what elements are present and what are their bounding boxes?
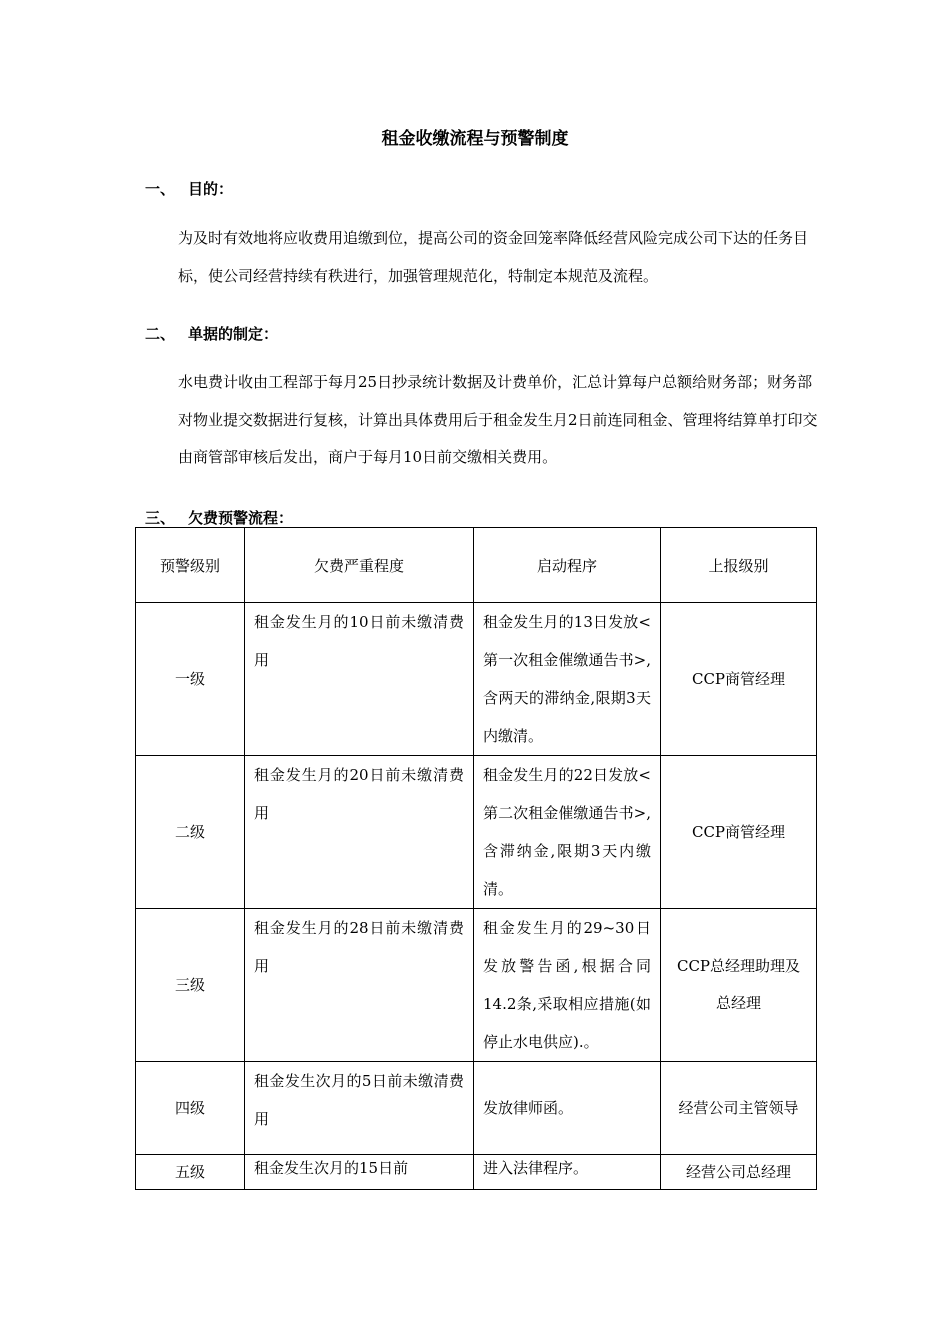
document-title: 租金收缴流程与预警制度 <box>381 129 569 149</box>
warning-table <box>135 527 817 1190</box>
section-number: 一、 <box>145 180 176 198</box>
table-row <box>136 756 817 909</box>
header-level: 预警级别 <box>136 528 245 603</box>
report-cell: CCP商管经理 <box>661 756 817 909</box>
severity-cell: 租金发生次月的5日前未缴清费用 <box>245 1062 474 1155</box>
header-procedure: 启动程序 <box>474 528 661 603</box>
severity-cell: 租金发生月的10日前未缴清费用 <box>245 603 474 756</box>
level-cell: 四级 <box>136 1062 245 1155</box>
purpose-paragraph: 为及时有效地将应收费用追缴到位，提高公司的资金回笼率降低经营风险完成公司下达的任务目标，使公司经营持续有秩进行，加强管理规范化，特制定本规范及流程。 <box>178 229 809 285</box>
report-cell: CCP总经理助理及总经理 <box>661 909 817 1062</box>
header-severity: 欠费严重程度 <box>245 528 474 603</box>
table-row <box>136 909 817 1062</box>
severity-cell: 租金发生月的20日前未缴清费用 <box>245 756 474 909</box>
level-cell: 五级 <box>136 1155 245 1190</box>
section-title: 目的： <box>188 180 234 198</box>
section-number: 二、 <box>145 325 176 343</box>
level-cell: 三级 <box>136 909 245 1062</box>
procedure-cell: 租金发生月的13日发放<第一次租金催缴通告书>,含两天的滞纳金,限期3天内缴清。 <box>474 603 661 756</box>
procedure-cell: 进入法律程序。 <box>474 1155 661 1190</box>
table-header-row <box>136 528 817 603</box>
report-cell: CCP商管经理 <box>661 603 817 756</box>
report-cell: 经营公司主管领导 <box>661 1062 817 1155</box>
documents-paragraph: 水电费计收由工程部于每月25日抄录统计数据及计费单价，汇总计算每户总额给财务部；财务部对物业提交数据进行复核，计算出具体费用后于租金发生月2日前连同租金、管理将结算单打印交由商管部审核后发出，商户于每月10日前交缴相关费用。 <box>178 373 818 466</box>
section-title: 欠费预警流程： <box>188 509 294 527</box>
section-number: 三、 <box>145 509 176 527</box>
procedure-cell: 租金发生月的29~30日发放警告函,根据合同14.2条,采取相应措施(如停止水电供应).。 <box>474 909 661 1062</box>
header-report: 上报级别 <box>661 528 817 603</box>
severity-cell: 租金发生次月的15日前 <box>245 1155 474 1190</box>
procedure-cell: 租金发生月的22日发放<第二次租金催缴通告书>,含滞纳金,限期3天内缴清。 <box>474 756 661 909</box>
table-row <box>136 1155 817 1190</box>
section-heading-purpose <box>145 178 233 199</box>
table-row <box>136 1062 817 1155</box>
report-cell: 经营公司总经理 <box>661 1155 817 1190</box>
level-cell: 二级 <box>136 756 245 909</box>
section-heading-documents <box>145 323 278 344</box>
table-row <box>136 603 817 756</box>
section-title: 单据的制定： <box>188 325 279 343</box>
severity-cell: 租金发生月的28日前未缴清费用 <box>245 909 474 1062</box>
procedure-cell: 发放律师函。 <box>474 1062 661 1155</box>
section-heading-warning <box>145 507 293 528</box>
level-cell: 一级 <box>136 603 245 756</box>
